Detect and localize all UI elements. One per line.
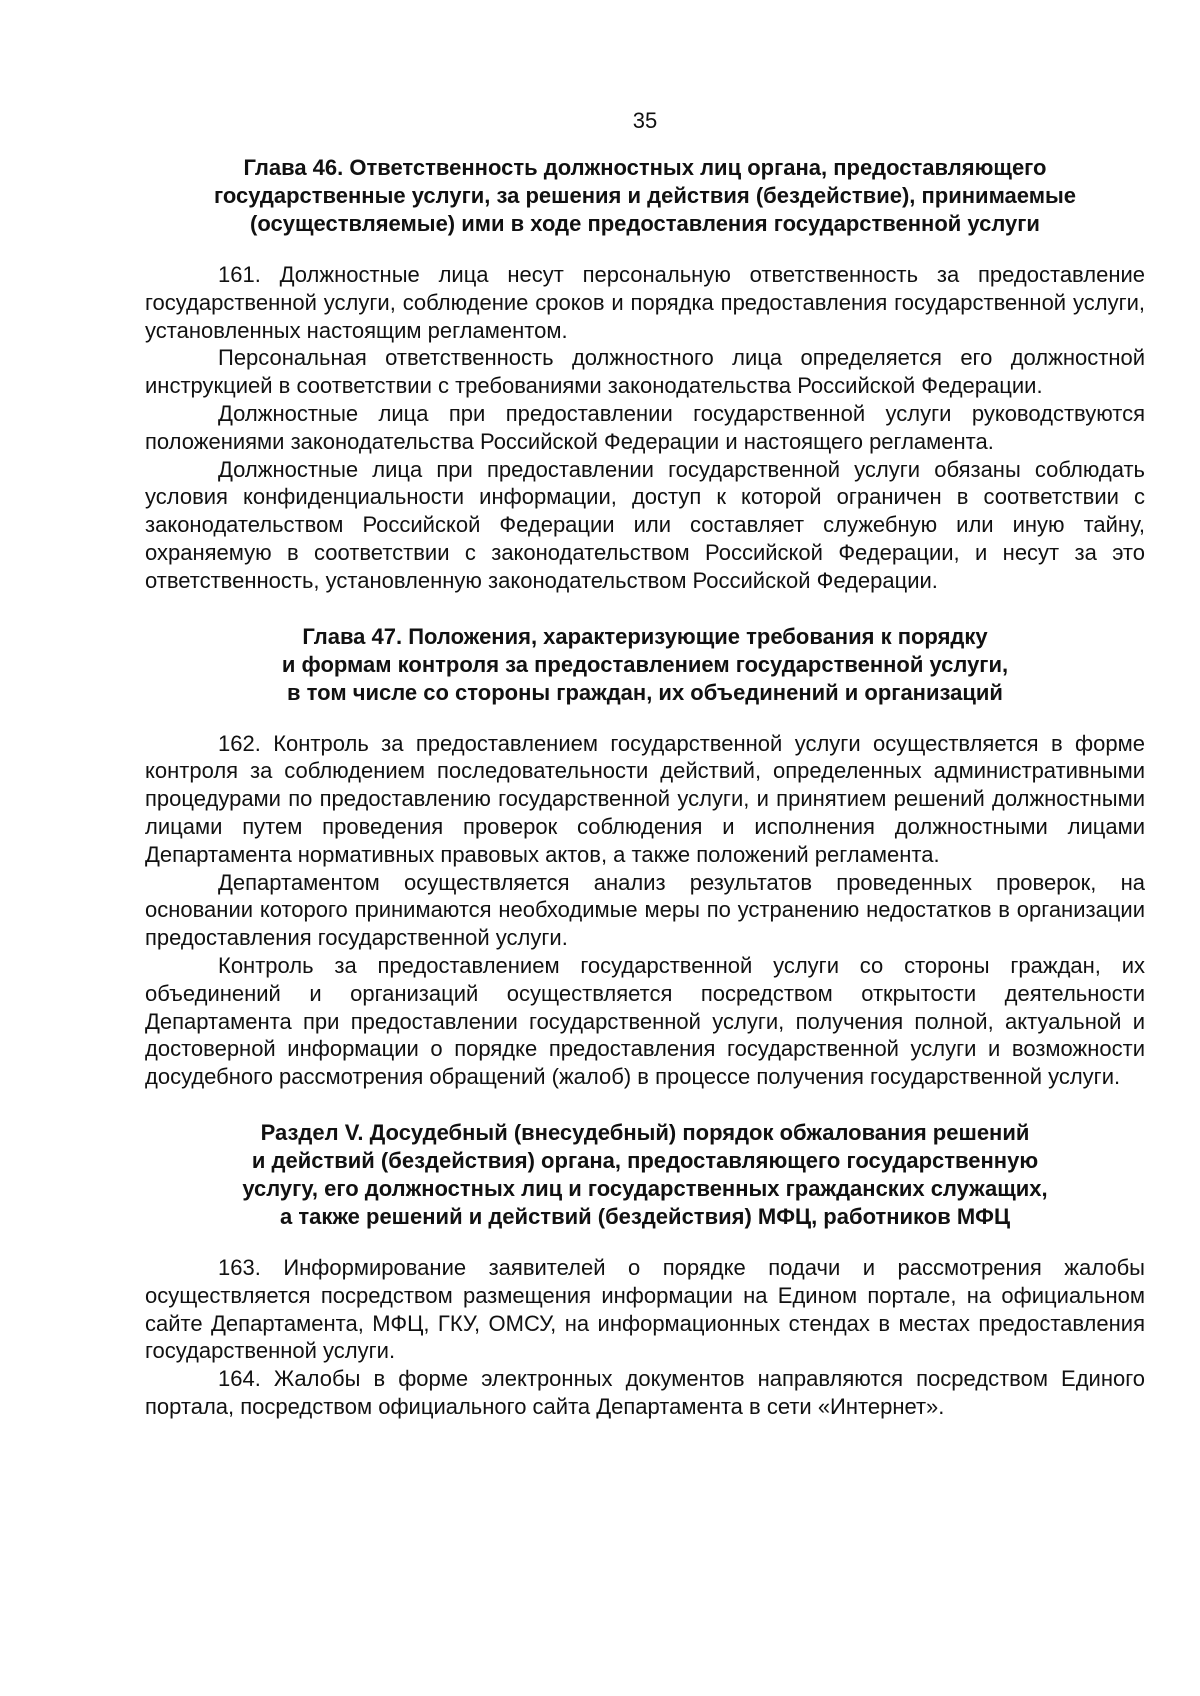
- paragraph-164: 164. Жалобы в форме электронных документов направляются посредством Единого портала, посредством официального сайта Департамента в сети «Интернет».: [145, 1366, 1145, 1419]
- paragraph: Департаментом осуществляется анализ результатов проведенных проверок, на основании которого принимаются необходимые меры по устранению недостатков в организации предоставления государственной услуги.: [145, 869, 1145, 951]
- paragraph: Контроль за предоставлением государственной услуги со стороны граждан, их объединений и организаций осуществляется посредством открытости деятельности Департамента при предоставлении государственной услуги, получения полной, актуальной и достоверной информации о порядке предоставления государственной услуги и возможности досудебного рассмотрения обращений (жалоб) в процессе получения государственной услуги.: [145, 952, 1145, 1090]
- paragraph-161: 161. Должностные лица несут персональную ответственность за предоставление государственной услуги, соблюдение сроков и порядка предоставления государственной услуги, установленных настоящим регламентом.: [145, 262, 1145, 343]
- paragraph: Персональная ответственность должностного лица определяется его должностной инструкцией в соответствии с требованиями законодательства Российской Федерации.: [145, 345, 1145, 399]
- heading-line: и формам контроля за предоставлением государственной услуги,: [281, 651, 1009, 677]
- heading-line: и действий (бездействия) органа, предоставляющего государственную: [251, 1147, 1039, 1173]
- paragraph: Должностные лица при предоставлении государственной услуги руководствуются положениями законодательства Российской Федерации и настоящего регламента.: [145, 400, 1145, 454]
- heading-line: Раздел V. Досудебный (внесудебный) порядок обжалования решений: [260, 1119, 1030, 1145]
- heading-line: а также решений и действий (бездействия) МФЦ, работников МФЦ: [279, 1203, 1011, 1229]
- section-v-heading: [145, 1119, 1145, 1231]
- heading-line: (осуществляемые) ими в ходе предоставления государственной услуги: [250, 211, 1040, 236]
- section-v: [145, 1119, 1145, 1421]
- heading-line: Глава 47. Положения, характеризующие требования к порядку: [302, 623, 988, 649]
- chapter-47-section: [145, 623, 1145, 1091]
- document-page: [145, 108, 1145, 1668]
- heading-line: в том числе со стороны граждан, их объединений и организаций: [287, 679, 1003, 705]
- page-number: 35: [632, 108, 658, 133]
- chapter-46-heading: [145, 154, 1145, 238]
- paragraph-162: 162. Контроль за предоставлением государственной услуги осуществляется в форме контроля за соблюдением последовательности действий, определенных административными процедурами по предоставлению государственной услуги, и принятием решений должностными лицами путем проведения проверок соблюдения и исполнения должностными лицами Департамента нормативных правовых актов, а также положений регламента.: [145, 730, 1145, 867]
- heading-line: услугу, его должностных лиц и государственных гражданских служащих,: [242, 1175, 1048, 1201]
- heading-line: государственные услуги, за решения и действия (бездействие), принимаемые: [213, 183, 1077, 208]
- paragraph: Должностные лица при предоставлении государственной услуги обязаны соблюдать условия конфиденциальности информации, доступ к которой ограничен в соответствии с законодательством Российской Федерации или составляет служебную или иную тайну, охраняемую в соответствии с законодательством Российской Федерации, и несут за это ответственность, установленную законодательством Российской Федерации.: [145, 456, 1145, 593]
- chapter-47-heading: [145, 623, 1145, 707]
- paragraph-163: 163. Информирование заявителей о порядке подачи и рассмотрения жалобы осуществляется посредством размещения информации на Едином портале, на официальном сайте Департамента, МФЦ, ГКУ, ОМСУ, на информационных стендах в местах предоставления государственной услуги.: [145, 1254, 1145, 1364]
- chapter-46-section: [145, 154, 1145, 595]
- heading-line: Глава 46. Ответственность должностных лиц органа, предоставляющего: [243, 155, 1047, 180]
